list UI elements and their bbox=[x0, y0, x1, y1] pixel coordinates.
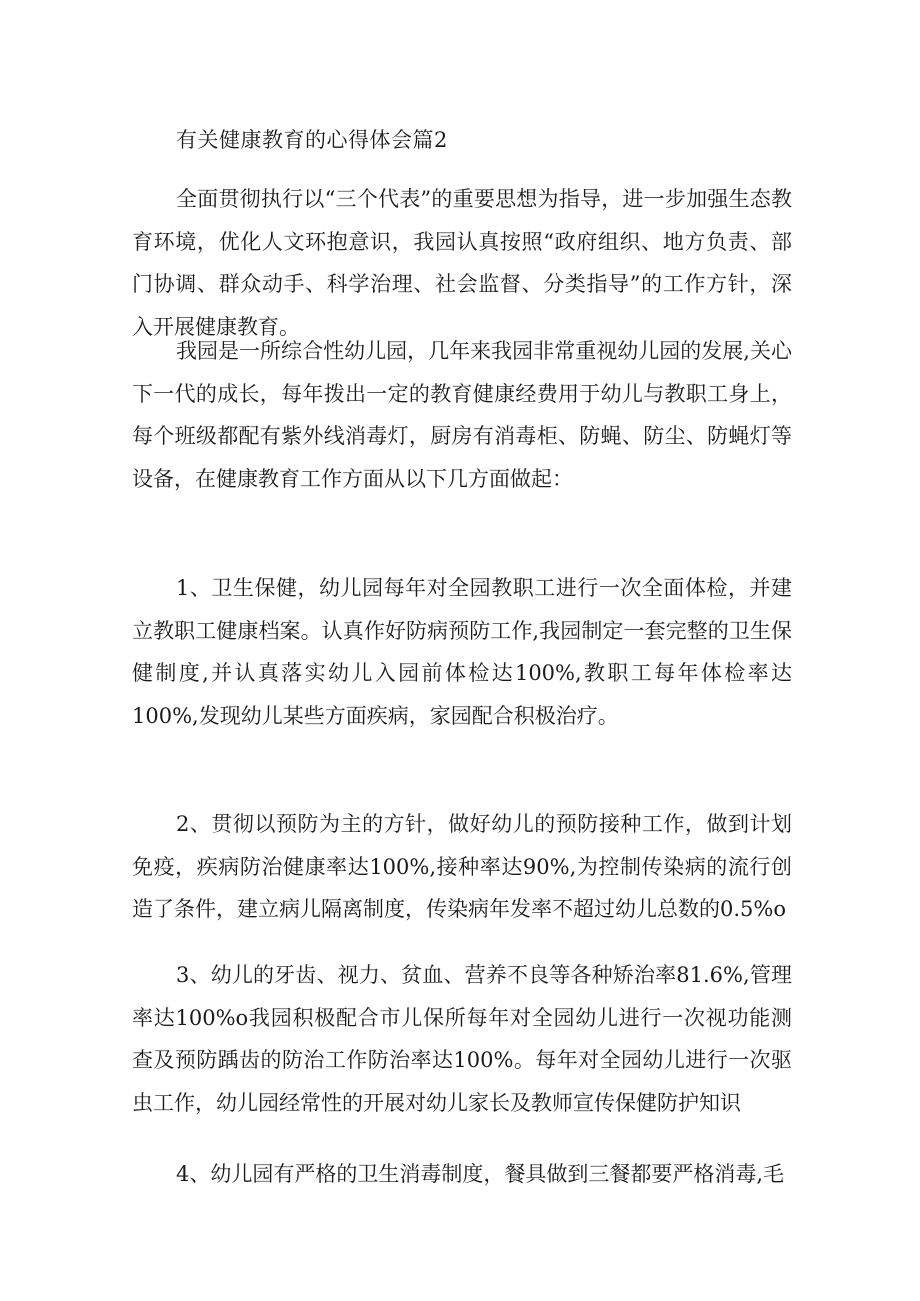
document-title: 有关健康教育的心得体会篇2 bbox=[176, 128, 448, 152]
paragraph-item-3-correction: 3、幼儿的牙齿、视力、贫血、营养不良等各种矫治率81.6%,管理率达100%o我园积极配合市儿保所每年对全园幼儿进行一次视功能测查及预防踽齿的防治工作防治率达100%。每年对全园幼儿进行一次驱虫工作，幼儿园经常性的开展对幼儿家长及教师宣传保健防护知识 bbox=[132, 963, 792, 1115]
paragraph-item-2-prevention: 2、贯彻以预防为主的方针，做好幼儿的预防接种工作，做到计划免疫，疾病防治健康率达100%,接种率达90%,为控制传染病的流行创造了条件，建立病儿隔离制度，传染病年发率不超过幼儿总数的0.5%o bbox=[132, 812, 792, 921]
paragraph-intro: 全面贯彻执行以“三个代表”的重要思想为指导，进一步加强生态教育环境，优化人文环抱意识，我园认真按照“政府组织、地方负责、部门协调、群众动手、科学治理、社会监督、分类指导”的工作方针，深入开展健康教育。 bbox=[132, 187, 792, 339]
paragraph-item-1-health-care: 1、卫生保健，幼儿园每年对全园教职工进行一次全面体检，并建立教职工健康档案。认真作好防病预防工作,我园制定一套完整的卫生保健制度,并认真落实幼儿入园前体检达100%,教职工每年体检率达100%,发现幼儿某些方面疾病，家园配合积极治疗。 bbox=[132, 576, 792, 728]
paragraph-item-4-disinfection: 4、幼儿园有严格的卫生消毒制度，餐具做到三餐都要严格消毒,毛 bbox=[176, 1162, 785, 1186]
paragraph-kindergarten-overview: 我园是一所综合性幼儿园，几年来我园非常重视幼儿园的发展,关心下一代的成长，每年拨出一定的教育健康经费用于幼儿与教职工身上，每个班级都配有紫外线消毒灯，厨房有消毒柜、防蝇、防尘、防蝇灯等设备，在健康教育工作方面从以下几方面做起： bbox=[132, 339, 792, 491]
